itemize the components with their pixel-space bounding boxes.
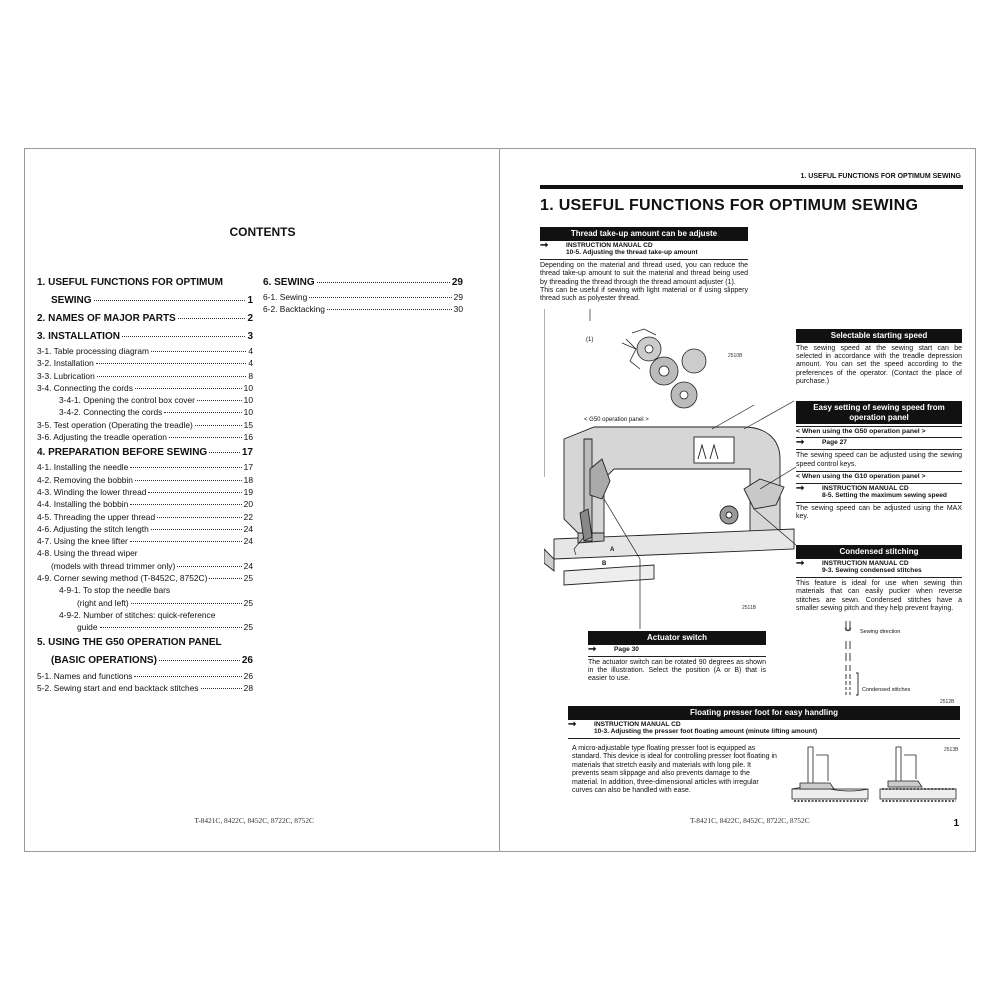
toc-entry bbox=[263, 303, 463, 315]
toc-entry bbox=[37, 311, 253, 328]
ref-section: 10-3. Adjusting the presser foot floating amount (minute lifting amount) bbox=[594, 728, 818, 736]
toc-leader-dots bbox=[131, 603, 242, 604]
toc-entry-page: 18 bbox=[243, 474, 253, 485]
page-number: 1 bbox=[953, 818, 959, 829]
toc-entry bbox=[37, 653, 253, 670]
toc-leader-dots bbox=[130, 504, 241, 505]
arrow-right-icon: ➞ bbox=[588, 643, 597, 655]
easy-setting-reference bbox=[796, 484, 962, 503]
toc-leader-dots bbox=[157, 517, 242, 518]
actuator-switch-box bbox=[588, 631, 766, 684]
actuator-text: The actuator switch can be rotated 90 degrees as shown in the illustration. Select the position (A or B) that is easier to use. bbox=[588, 658, 766, 683]
toc-entry-page: 20 bbox=[243, 499, 253, 510]
toc-entry-page: 3 bbox=[247, 330, 253, 342]
toc-entry-page: 15 bbox=[243, 419, 253, 430]
condensed-title: Condensed stitching bbox=[796, 545, 962, 559]
toc-leader-dots bbox=[164, 412, 241, 413]
toc-leader-dots bbox=[209, 578, 241, 579]
sewing-direction-label: Sewing direction bbox=[860, 629, 901, 635]
toc-entry bbox=[37, 406, 253, 418]
toc-entry-page: 24 bbox=[243, 523, 253, 534]
toc-entry-page: 16 bbox=[243, 432, 253, 443]
toc-leader-dots bbox=[122, 336, 245, 337]
toc-entry-title: 4. PREPARATION BEFORE SEWING bbox=[37, 446, 208, 458]
toc-entry-title: 6. SEWING bbox=[263, 276, 315, 288]
toc-entry-page: 29 bbox=[451, 276, 463, 288]
ref-source: INSTRUCTION MANUAL CD bbox=[822, 559, 909, 567]
toc-entry bbox=[37, 357, 253, 369]
toc-entry bbox=[37, 682, 253, 694]
g50-text: The sewing speed can be adjusted using the sewing speed control keys. bbox=[796, 452, 962, 468]
arrow-right-icon: ➞ bbox=[568, 718, 577, 730]
ref-source: INSTRUCTION MANUAL CD bbox=[822, 484, 909, 492]
toc-leader-dots bbox=[169, 437, 242, 438]
toc-leader-dots bbox=[178, 318, 246, 319]
g50-panel-label: < G50 operation panel > bbox=[584, 417, 649, 423]
toc-column-1 bbox=[37, 273, 253, 694]
toc-leader-dots bbox=[197, 400, 242, 401]
toc-entry bbox=[37, 621, 253, 633]
toc-entry bbox=[37, 535, 253, 547]
floating-reference bbox=[568, 720, 960, 739]
toc-leader-dots bbox=[159, 660, 240, 661]
toc-leader-dots bbox=[94, 300, 246, 301]
toc-entry-title: 3-1. Table processing diagram bbox=[37, 346, 150, 356]
toc-leader-dots bbox=[151, 351, 246, 352]
toc-entry-title: 4-9-2. Number of stitches: quick-reference bbox=[59, 609, 216, 620]
toc-entry bbox=[37, 293, 253, 310]
ref-source: INSTRUCTION MANUAL CD bbox=[594, 720, 681, 728]
ref-section: 8-5. Setting the maximum sewing speed bbox=[822, 492, 947, 500]
toc-entry bbox=[37, 370, 253, 382]
toc-entry bbox=[37, 511, 253, 523]
running-header: 1. USEFUL FUNCTIONS FOR OPTIMUM SEWING bbox=[800, 173, 961, 180]
ref-section: 9-3. Sewing condensed stitches bbox=[822, 567, 922, 575]
ref-source: INSTRUCTION MANUAL CD bbox=[566, 241, 653, 249]
toc-entry-title: 6-1. Sewing bbox=[263, 292, 308, 302]
toc-entry-title: 3. INSTALLATION bbox=[37, 330, 120, 342]
figure-id-2513: 2513B bbox=[944, 747, 959, 753]
toc-entry-title: 1. USEFUL FUNCTIONS FOR OPTIMUM bbox=[37, 276, 223, 288]
toc-entry-page: 2 bbox=[247, 312, 253, 324]
toc-entry-title: 3-3. Lubrication bbox=[37, 370, 95, 381]
arrow-right-icon: ➞ bbox=[796, 437, 805, 449]
toc-entry-page: 28 bbox=[243, 682, 253, 693]
toc-entry bbox=[37, 431, 253, 443]
toc-entry-title: 4-4. Installing the bobbin bbox=[37, 499, 129, 510]
starting-speed-box bbox=[796, 329, 962, 387]
toc-entry-title: 4-2. Removing the bobbin bbox=[37, 474, 133, 485]
toc-entry bbox=[37, 572, 253, 584]
thread-takeup-text-2: This can be useful if sewing with light material or if using slippery thread such as polyester thread. bbox=[540, 286, 748, 303]
presser-foot-diagram bbox=[790, 745, 960, 807]
toc-entry-page: 29 bbox=[453, 292, 463, 302]
toc-entry-title: 4-3. Winding the lower thread bbox=[37, 486, 147, 497]
toc-entry bbox=[37, 609, 253, 621]
toc-leader-dots bbox=[309, 297, 451, 298]
marker-1: (1) bbox=[586, 337, 594, 343]
toc-entry bbox=[37, 474, 253, 486]
toc-leader-dots bbox=[97, 376, 247, 377]
figure-id-2512: 2512B bbox=[940, 699, 955, 705]
sewing-machine-illustration bbox=[544, 309, 804, 629]
toc-entry bbox=[37, 345, 253, 357]
toc-entry-page: 19 bbox=[243, 486, 253, 497]
toc-entry-page: 8 bbox=[248, 370, 253, 381]
toc-entry-page: 17 bbox=[243, 462, 253, 473]
toc-entry-title: (BASIC OPERATIONS) bbox=[51, 655, 157, 667]
toc-entry bbox=[37, 523, 253, 535]
floating-presser-box bbox=[568, 706, 960, 739]
toc-entry bbox=[37, 597, 253, 609]
toc-entry bbox=[37, 445, 253, 462]
toc-leader-dots bbox=[135, 480, 242, 481]
toc-entry-page: 10 bbox=[243, 395, 253, 406]
toc-entry bbox=[37, 560, 253, 572]
actuator-title: Actuator switch bbox=[588, 631, 766, 645]
toc-entry-title: 5-2. Sewing start and end backtack stitches bbox=[37, 682, 199, 693]
toc-entry-page: 24 bbox=[243, 560, 253, 571]
toc-entry bbox=[37, 394, 253, 406]
toc-entry-page: 25 bbox=[243, 573, 253, 584]
thread-takeup-reference bbox=[540, 241, 748, 260]
toc-entry-page: 4 bbox=[248, 358, 253, 369]
toc-entry-title: 5. USING THE G50 OPERATION PANEL bbox=[37, 637, 222, 649]
arrow-right-icon: ➞ bbox=[540, 239, 549, 251]
toc-entry-page: 30 bbox=[453, 304, 463, 315]
thread-takeup-box bbox=[540, 227, 748, 304]
toc-entry-page: 4 bbox=[248, 346, 253, 356]
toc-entry bbox=[37, 584, 253, 596]
condensed-reference bbox=[796, 559, 962, 578]
toc-column-2 bbox=[263, 273, 463, 316]
marker-b: B bbox=[602, 561, 607, 567]
toc-leader-dots bbox=[130, 467, 241, 468]
toc-entry bbox=[37, 635, 253, 652]
toc-entry-page: 25 bbox=[243, 597, 253, 608]
marker-a: A bbox=[610, 547, 615, 553]
toc-entry-page: 10 bbox=[243, 382, 253, 393]
figure-id-2511: 2511B bbox=[742, 605, 757, 611]
toc-entry bbox=[263, 275, 463, 292]
toc-entry-title: 4-9-1. To stop the needle bars bbox=[59, 585, 171, 596]
toc-entry-title: (models with thread trimmer only) bbox=[51, 560, 176, 571]
arrow-right-icon: ➞ bbox=[796, 482, 805, 494]
toc-entry-title: 4-6. Adjusting the stitch length bbox=[37, 523, 149, 534]
toc-entry bbox=[37, 670, 253, 682]
toc-entry-title: 4-5. Threading the upper thread bbox=[37, 511, 156, 522]
toc-entry-title: guide bbox=[77, 622, 98, 633]
g50-note: < When using the G50 operation panel > bbox=[796, 426, 962, 438]
toc-entry bbox=[37, 419, 253, 431]
g10-text: The sewing speed can be adjusted using the MAX key. bbox=[796, 504, 962, 521]
toc-entry-title: 4-8. Using the thread wiper bbox=[37, 548, 138, 559]
toc-leader-dots bbox=[327, 309, 452, 310]
toc-entry-page: 1 bbox=[247, 294, 253, 306]
toc-entry bbox=[37, 275, 253, 292]
toc-leader-dots bbox=[195, 425, 242, 426]
toc-entry bbox=[37, 382, 253, 394]
toc-leader-dots bbox=[148, 492, 241, 493]
toc-leader-dots bbox=[96, 363, 247, 364]
easy-setting-box bbox=[796, 401, 962, 522]
easy-setting-page-ref: ➞ Page 27 bbox=[796, 438, 962, 450]
contents-title: CONTENTS bbox=[229, 225, 296, 239]
toc-entry-title: 6-2. Backtacking bbox=[263, 304, 325, 315]
toc-entry-title: 3-5. Test operation (Operating the treadle) bbox=[37, 419, 193, 430]
thread-takeup-title: Thread take-up amount can be adjuste bbox=[540, 227, 748, 241]
toc-entry-page: 22 bbox=[243, 511, 253, 522]
toc-entry bbox=[37, 329, 253, 346]
condensed-stitches-label: Condensed stitches bbox=[862, 687, 911, 693]
toc-entry-page: 24 bbox=[243, 536, 253, 547]
ref-section: 10-5. Adjusting the thread take-up amount bbox=[566, 249, 698, 257]
thread-takeup-text: Depending on the material and thread used, you can reduce the thread take-up amount to suit the material and thread being used by threading the thread through the thread amount adjuster (1). bbox=[540, 261, 748, 286]
toc-leader-dots bbox=[151, 529, 242, 530]
starting-speed-title: Selectable starting speed bbox=[796, 329, 962, 343]
toc-entry bbox=[37, 486, 253, 498]
condensed-stitching-box bbox=[796, 545, 962, 613]
toc-entry-page: 10 bbox=[243, 407, 253, 418]
section-title: 1. USEFUL FUNCTIONS FOR OPTIMUM SEWING bbox=[540, 197, 919, 214]
actuator-page-ref: ➞ Page 30 bbox=[588, 645, 766, 657]
toc-entry-page: 17 bbox=[241, 446, 253, 458]
toc-leader-dots bbox=[209, 452, 240, 453]
toc-entry bbox=[37, 498, 253, 510]
g10-note: < When using the G10 operation panel > bbox=[796, 471, 962, 483]
toc-entry bbox=[37, 547, 253, 559]
toc-leader-dots bbox=[100, 627, 242, 628]
footer-models: T-8421C, 8422C, 8452C, 8722C, 8752C bbox=[690, 816, 810, 825]
toc-leader-dots bbox=[201, 688, 242, 689]
toc-entry-page: 26 bbox=[241, 655, 253, 667]
toc-entry-title: 3-2. Installation bbox=[37, 358, 94, 369]
toc-leader-dots bbox=[134, 676, 241, 677]
toc-leader-dots bbox=[130, 541, 242, 542]
toc-leader-dots bbox=[317, 282, 450, 283]
toc-entry-title: 5-1. Names and functions bbox=[37, 670, 133, 681]
easy-setting-title: Easy setting of sewing speed from operation panel bbox=[796, 401, 962, 424]
toc-entry-title: 3-4-2. Connecting the cords bbox=[59, 407, 163, 418]
right-page bbox=[499, 148, 976, 852]
toc-entry-title: SEWING bbox=[51, 294, 92, 306]
toc-entry-title: 3-4. Connecting the cords bbox=[37, 382, 133, 393]
figure-id-2510: 2510B bbox=[728, 353, 743, 359]
toc-entry-title: 4-1. Installing the needle bbox=[37, 462, 129, 473]
footer-models: T-8421C, 8422C, 8452C, 8722C, 8752C bbox=[194, 816, 314, 825]
toc-leader-dots bbox=[177, 566, 241, 567]
condensed-text: This feature is ideal for use when sewing thin materials that can easily pucker when reverse stitches are sewn. Condensed stitches have a smaller sewing pitch and they help prevent fraying. bbox=[796, 579, 962, 612]
starting-speed-text: The sewing speed at the sewing start can be selected in accordance with the treadle depression amount. You can set the speed according to the preferences of the operator. (Contact the place of purchase.) bbox=[796, 344, 962, 386]
toc-entry-title: (right and left) bbox=[77, 597, 129, 608]
toc-entry-page: 26 bbox=[243, 670, 253, 681]
arrow-right-icon: ➞ bbox=[796, 557, 805, 569]
toc-entry-page: 25 bbox=[243, 622, 253, 633]
left-page bbox=[24, 148, 501, 852]
toc-leader-dots bbox=[135, 388, 242, 389]
toc-entry-title: 3-6. Adjusting the treadle operation bbox=[37, 432, 167, 443]
toc-entry-title: 4-9. Corner sewing method (T-8452C, 8752C) bbox=[37, 573, 208, 584]
toc-entry-title: 3-4-1. Opening the control box cover bbox=[59, 395, 195, 406]
toc-entry-title: 4-7. Using the knee lifter bbox=[37, 536, 128, 547]
header-rule bbox=[540, 185, 963, 189]
floating-text: A micro-adjustable type floating presser foot is equipped as standard. This device is ideal for controlling presser foot floating in materials that stretch easily and materials with long pile. It prevents seam slippage and also prevents damage to the material. In addition, three-dimensional articles with irregular curves can also be handled with ease. bbox=[572, 745, 777, 795]
toc-entry bbox=[263, 291, 463, 303]
toc-entry-title: 2. NAMES OF MAJOR PARTS bbox=[37, 312, 176, 324]
floating-title: Floating presser foot for easy handling bbox=[568, 706, 960, 720]
toc-entry bbox=[37, 461, 253, 473]
